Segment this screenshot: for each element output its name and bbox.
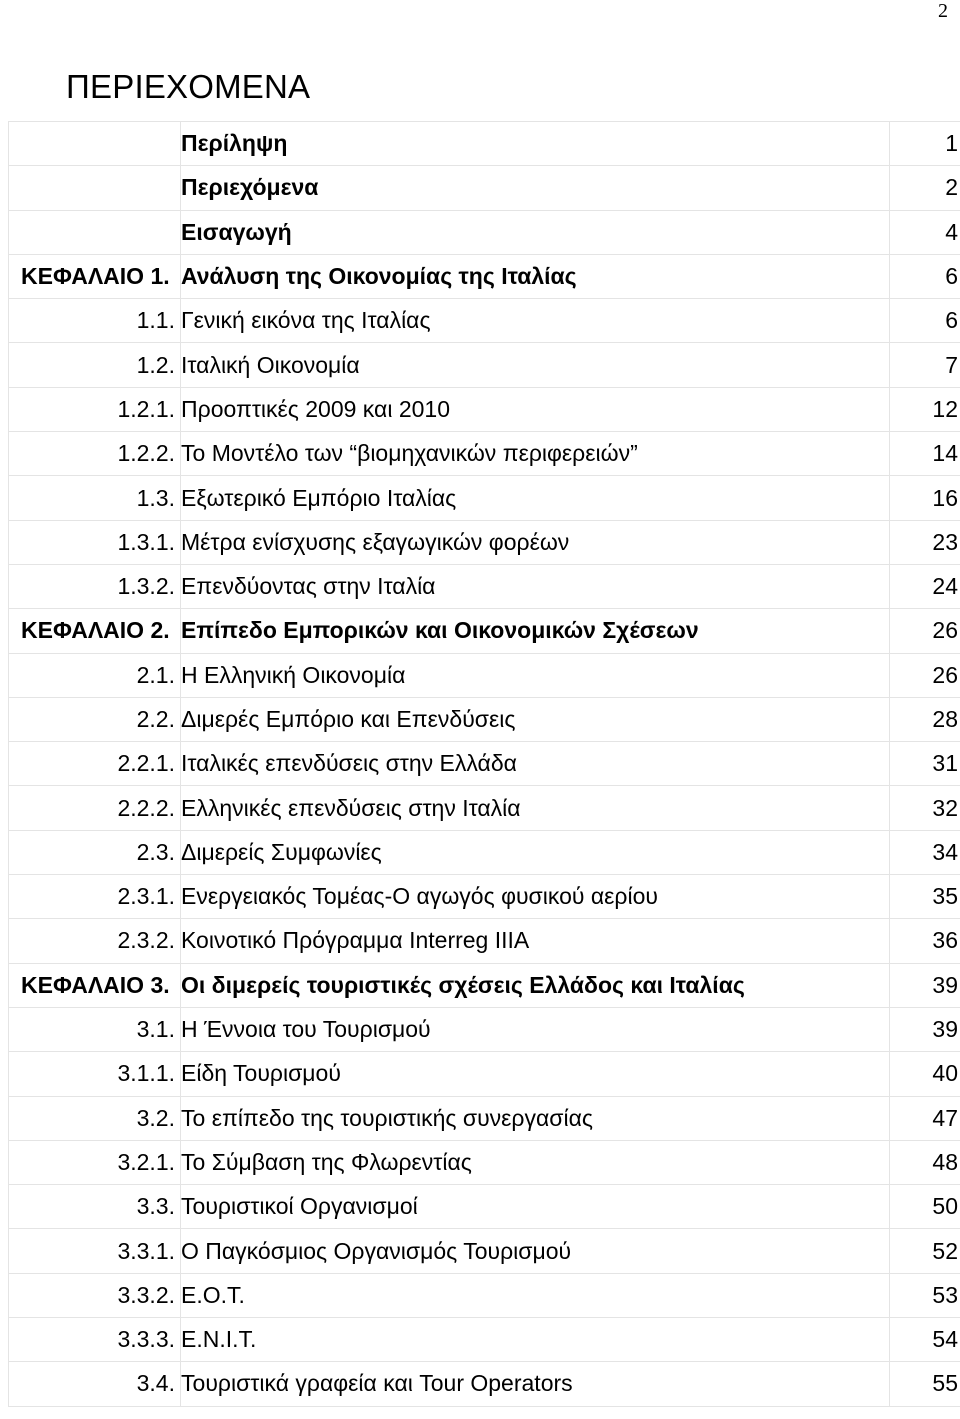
toc-entry-page: 28: [890, 697, 960, 741]
toc-entry-number: 3.2.: [9, 1096, 181, 1140]
toc-entry-title: Προοπτικές 2009 και 2010: [181, 387, 890, 431]
toc-entry-page: 39: [890, 1007, 960, 1051]
toc-entry-page: 23: [890, 520, 960, 564]
toc-entry-page: 31: [890, 742, 960, 786]
toc-entry: [9, 1229, 960, 1273]
toc-entry-page: 1: [890, 122, 960, 166]
toc-entry: [9, 1096, 960, 1140]
toc-entry-number: [9, 210, 181, 254]
toc-entry-page: 53: [890, 1273, 960, 1317]
toc-entry: [9, 742, 960, 786]
toc-entry-title: Ενεργειακός Τομέας-Ο αγωγός φυσικού αερίου: [181, 875, 890, 919]
toc-entry-number: 3.4.: [9, 1362, 181, 1406]
toc-entry-page: 39: [890, 963, 960, 1007]
toc-entry-number: 1.2.1.: [9, 387, 181, 431]
toc-entry-page: 6: [890, 254, 960, 298]
toc-entry-number: 3.3.1.: [9, 1229, 181, 1273]
toc-entry-number: 3.2.1.: [9, 1140, 181, 1184]
toc-entry-page: 4: [890, 210, 960, 254]
toc-entry-page: 26: [890, 653, 960, 697]
toc-entry-title: Ελληνικές επενδύσεις στην Ιταλία: [181, 786, 890, 830]
toc-entry-page: 24: [890, 564, 960, 608]
toc-entry-number: [9, 166, 181, 210]
toc-entry: [9, 254, 960, 298]
toc-entry-title: Γενική εικόνα της Ιταλίας: [181, 299, 890, 343]
toc-entry: [9, 564, 960, 608]
toc-entry-page: 26: [890, 609, 960, 653]
toc-entry-number: 1.1.: [9, 299, 181, 343]
toc-entry-number: 3.3.2.: [9, 1273, 181, 1317]
toc-entry: [9, 520, 960, 564]
toc-entry-page: 55: [890, 1362, 960, 1406]
toc-entry-page: 50: [890, 1185, 960, 1229]
toc-entry-number: ΚΕΦΑΛΑΙΟ 2.: [9, 609, 181, 653]
toc-entry: [9, 122, 960, 166]
toc-entry: [9, 1318, 960, 1362]
toc-entry: [9, 786, 960, 830]
toc-entry: [9, 697, 960, 741]
toc-entry: [9, 343, 960, 387]
toc-entry: [9, 1185, 960, 1229]
toc-entry-title: Η Ελληνική Οικονομία: [181, 653, 890, 697]
toc-entry: [9, 875, 960, 919]
table-of-contents: [8, 121, 960, 1407]
toc-entry: [9, 830, 960, 874]
toc-entry-number: 2.2.: [9, 697, 181, 741]
toc-entry-title: Επίπεδο Εμπορικών και Οικονομικών Σχέσεων: [181, 609, 890, 653]
toc-entry-number: 3.1.: [9, 1007, 181, 1051]
toc-entry-title: Το Μοντέλο των “βιομηχανικών περιφερειών”: [181, 432, 890, 476]
toc-entry: [9, 432, 960, 476]
toc-entry: [9, 1140, 960, 1184]
toc-entry-title: Το Σύμβαση της Φλωρεντίας: [181, 1140, 890, 1184]
toc-entry: [9, 210, 960, 254]
toc-entry-title: Ε.Ο.Τ.: [181, 1273, 890, 1317]
toc-entry-title: Η Έννοια του Τουρισμού: [181, 1007, 890, 1051]
toc-entry-page: 35: [890, 875, 960, 919]
toc-entry-title: Ιταλικές επενδύσεις στην Ελλάδα: [181, 742, 890, 786]
toc-entry-number: 1.3.2.: [9, 564, 181, 608]
toc-entry-title: Τουριστικά γραφεία και Tour Operators: [181, 1362, 890, 1406]
toc-entry-page: 34: [890, 830, 960, 874]
toc-entry-page: 16: [890, 476, 960, 520]
toc-entry: [9, 1052, 960, 1096]
toc-entry-title: Εισαγωγή: [181, 210, 890, 254]
toc-entry: [9, 1273, 960, 1317]
toc-entry-title: Διμερείς Συμφωνίες: [181, 830, 890, 874]
toc-entry-page: 2: [890, 166, 960, 210]
toc-entry-title: Είδη Τουρισμού: [181, 1052, 890, 1096]
toc-entry: [9, 963, 960, 1007]
toc-entry-number: 3.3.3.: [9, 1318, 181, 1362]
toc-entry-page: 40: [890, 1052, 960, 1096]
toc-entry-title: Οι διμερείς τουριστικές σχέσεις Ελλάδος και Ιταλίας: [181, 963, 890, 1007]
toc-entry-number: 2.2.1.: [9, 742, 181, 786]
toc-entry-page: 52: [890, 1229, 960, 1273]
toc-entry: [9, 609, 960, 653]
toc-entry-number: 3.3.: [9, 1185, 181, 1229]
toc-entry-title: Διμερές Εμπόριο και Επενδύσεις: [181, 697, 890, 741]
toc-entry-number: ΚΕΦΑΛΑΙΟ 1.: [9, 254, 181, 298]
toc-entry-number: 1.3.1.: [9, 520, 181, 564]
toc-entry-page: 36: [890, 919, 960, 963]
page-title: ΠΕΡΙΕΧΟΜΕΝΑ: [66, 68, 311, 105]
toc-entry: [9, 1362, 960, 1406]
toc-entry-number: 1.2.: [9, 343, 181, 387]
toc-entry-title: Ο Παγκόσμιος Οργανισμός Τουρισμού: [181, 1229, 890, 1273]
toc-entry-title: Ε.Ν.Ι.Τ.: [181, 1318, 890, 1362]
toc-entry-number: 2.1.: [9, 653, 181, 697]
toc-entry-number: 3.1.1.: [9, 1052, 181, 1096]
toc-entry-number: 1.3.: [9, 476, 181, 520]
toc-entry-page: 12: [890, 387, 960, 431]
toc-entry-title: Μέτρα ενίσχυσης εξαγωγικών φορέων: [181, 520, 890, 564]
page-number: 2: [938, 0, 948, 22]
toc-entry-number: ΚΕΦΑΛΑΙΟ 3.: [9, 963, 181, 1007]
toc-entry-title: Εξωτερικό Εμπόριο Ιταλίας: [181, 476, 890, 520]
toc-entry: [9, 166, 960, 210]
toc-entry-page: 32: [890, 786, 960, 830]
toc-entry-page: 47: [890, 1096, 960, 1140]
toc-entry: [9, 387, 960, 431]
toc-entry: [9, 1007, 960, 1051]
toc-entry-number: 2.3.1.: [9, 875, 181, 919]
toc-entry-title: Κοινοτικό Πρόγραμμα Interreg IIIA: [181, 919, 890, 963]
toc-entry-page: 14: [890, 432, 960, 476]
toc-entry-number: 2.3.: [9, 830, 181, 874]
toc-entry: [9, 299, 960, 343]
toc-entry-title: Ανάλυση της Οικονομίας της Ιταλίας: [181, 254, 890, 298]
toc-entry-number: [9, 122, 181, 166]
toc-entry-number: 2.3.2.: [9, 919, 181, 963]
toc-entry: [9, 476, 960, 520]
toc-entry-title: Ιταλική Οικονομία: [181, 343, 890, 387]
toc-entry-title: Το επίπεδο της τουριστικής συνεργασίας: [181, 1096, 890, 1140]
toc-entry-page: 6: [890, 299, 960, 343]
toc-entry-page: 48: [890, 1140, 960, 1184]
toc-entry-title: Επενδύοντας στην Ιταλία: [181, 564, 890, 608]
toc-entry: [9, 919, 960, 963]
toc-entry-page: 54: [890, 1318, 960, 1362]
toc-entry-number: 1.2.2.: [9, 432, 181, 476]
toc-entry-title: Τουριστικοί Οργανισμοί: [181, 1185, 890, 1229]
toc-entry-number: 2.2.2.: [9, 786, 181, 830]
toc-entry-title: Περιεχόμενα: [181, 166, 890, 210]
toc-entry-page: 7: [890, 343, 960, 387]
toc-entry: [9, 653, 960, 697]
toc-entry-title: Περίληψη: [181, 122, 890, 166]
